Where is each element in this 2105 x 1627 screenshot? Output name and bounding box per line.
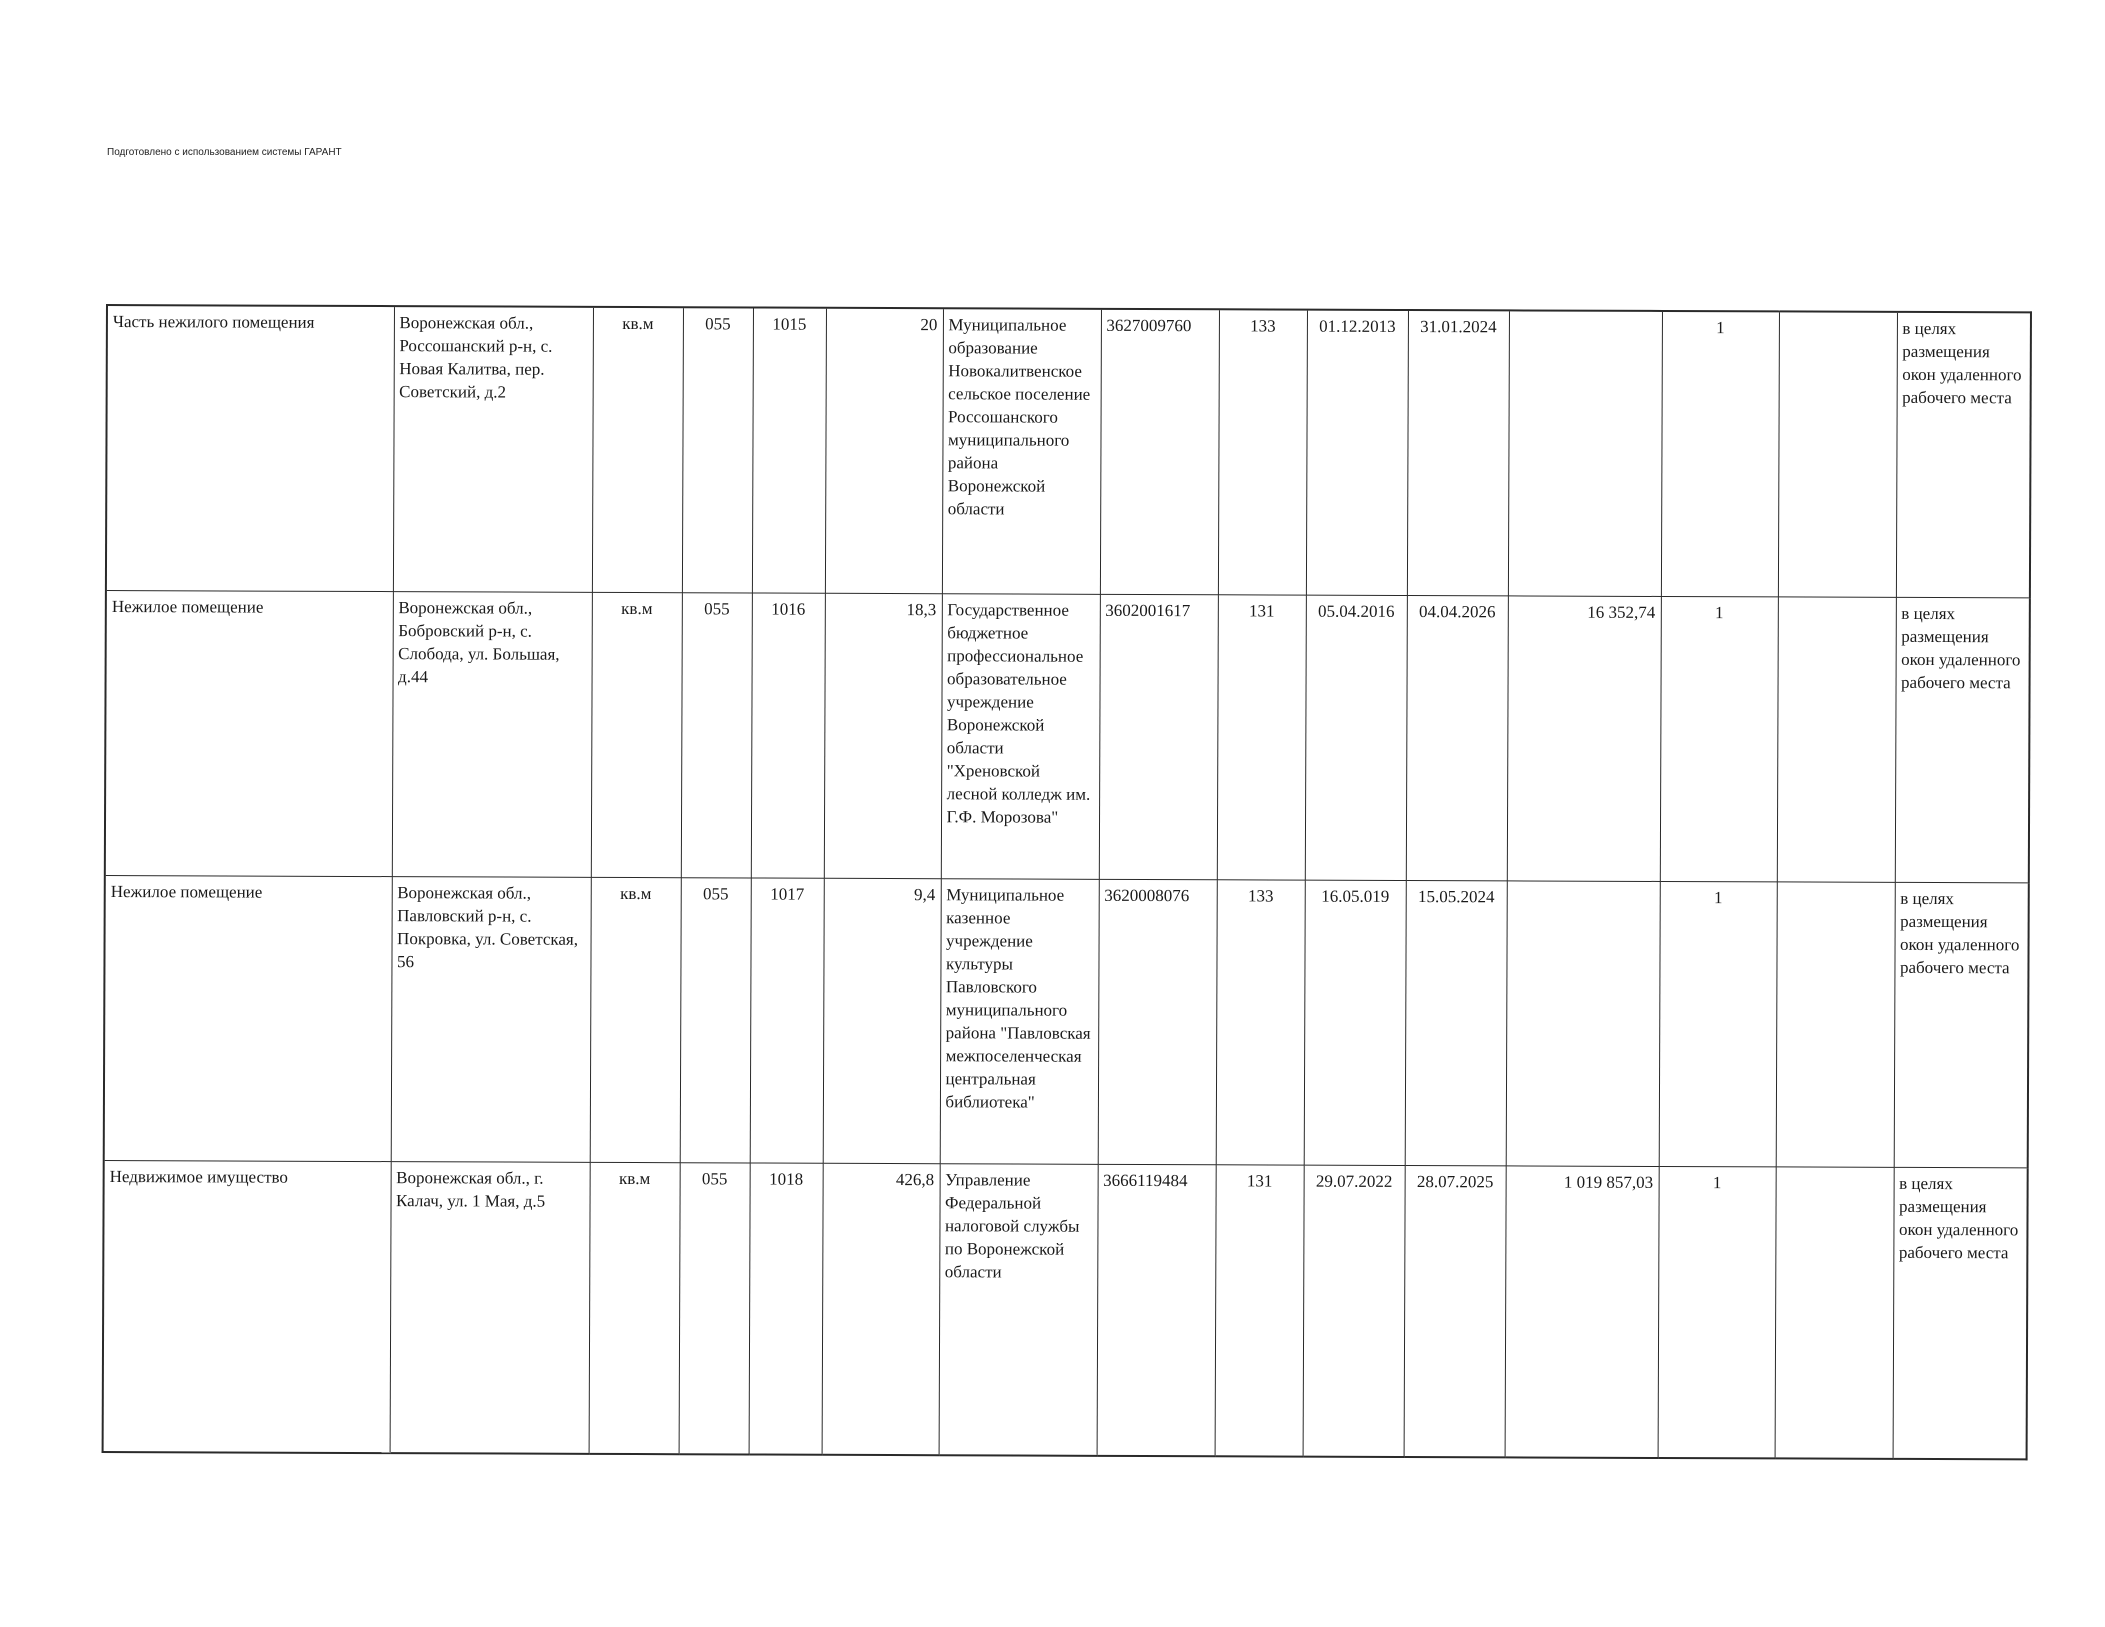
address-cell: Воронежская обл., г. Калач, ул. 1 Мая, д.5 [390,1161,590,1454]
unit-cell: кв.м [590,877,681,1162]
amount-cell [1508,310,1662,596]
unit-cell: кв.м [589,1162,680,1454]
tenant-cell: Муниципальное казенное учреждение культуры Павловского муниципального района "Павловская межпоселенческая центральная библиотека" [940,878,1099,1164]
number-cell: 1017 [750,877,824,1162]
address-cell: Воронежская обл., Павловский р-н, с. Покровка, ул. Советская, 56 [391,876,591,1162]
date-start-cell: 16.05.019 [1304,880,1406,1165]
purpose-cell: в целях размещения окон удаленного рабочего места [1896,312,2031,598]
code-cell: 133 [1218,309,1307,594]
unit-code-cell: 055 [682,307,753,592]
extra-cell [1775,1166,1894,1458]
unit-code-cell: 055 [680,877,751,1162]
count-cell: 1 [1661,311,1779,596]
area-cell: 20 [825,308,943,593]
unit-code-cell: 055 [681,592,752,877]
count-cell: 1 [1658,1166,1776,1458]
address-cell: Воронежская обл., Россошанский р-н, с. Новая Калитва, пер. Советский, д.2 [393,306,593,592]
area-cell: 9,4 [823,878,941,1163]
inn-cell: 3602001617 [1099,594,1218,879]
date-start-cell: 29.07.2022 [1303,1165,1405,1457]
count-cell: 1 [1659,881,1777,1166]
date-end-cell: 28.07.2025 [1404,1165,1506,1457]
tenant-cell: Муниципальное образование Новокалитвенское сельское поселение Россошанского муниципального района Воронежской области [942,308,1101,594]
amount-cell: 1 019 857,03 [1505,1165,1659,1458]
code-cell: 133 [1216,879,1305,1164]
unit-cell: кв.м [591,592,682,877]
object-name-cell: Часть нежилого помещения [106,305,394,591]
area-cell: 426,8 [822,1163,940,1455]
unit-code-cell: 055 [679,1162,750,1454]
table-row [106,305,2031,597]
tenant-cell: Управление Федеральной налоговой службы по Воронежской области [939,1163,1098,1456]
number-cell: 1018 [749,1162,823,1454]
address-cell: Воронежская обл., Бобровский р-н, с. Слобода, ул. Большая, д.44 [392,591,592,877]
registry-table [102,304,2032,1460]
extra-cell [1777,596,1896,881]
code-cell: 131 [1217,594,1306,879]
inn-cell: 3627009760 [1100,309,1219,594]
inn-cell: 3620008076 [1098,879,1217,1164]
date-start-cell: 05.04.2016 [1305,595,1407,880]
tenant-cell: Государственное бюджетное профессиональное образовательное учреждение Воронежской области "Хреновской лесной колледж им. Г.Ф. Морозова" [941,593,1100,879]
purpose-cell: в целях размещения окон удаленного рабочего места [1893,1167,2028,1460]
number-cell: 1016 [751,592,825,877]
amount-cell [1506,880,1660,1166]
purpose-cell: в целях размещения окон удаленного рабочего места [1895,597,2030,883]
object-name-cell: Недвижимое имущество [103,1160,391,1453]
purpose-cell: в целях размещения окон удаленного рабочего места [1894,882,2029,1168]
object-name-cell: Нежилое помещение [104,875,392,1161]
date-end-cell: 04.04.2026 [1406,595,1508,880]
date-end-cell: 31.01.2024 [1407,310,1509,595]
date-start-cell: 01.12.2013 [1306,310,1408,595]
object-name-cell: Нежилое помещение [105,590,393,876]
amount-cell: 16 352,74 [1507,595,1661,881]
number-cell: 1015 [752,307,826,592]
date-end-cell: 15.05.2024 [1405,880,1507,1165]
header-note: Подготовлено с использованием системы ГАРАНТ [107,147,342,158]
extra-cell [1776,881,1895,1166]
count-cell: 1 [1660,596,1778,881]
table-row [105,590,2030,882]
area-cell: 18,3 [824,593,942,878]
code-cell: 131 [1215,1164,1304,1456]
extra-cell [1778,311,1897,596]
table-row [103,1160,2028,1459]
table-row [104,875,2029,1167]
unit-cell: кв.м [592,307,683,592]
inn-cell: 3666119484 [1097,1164,1216,1456]
